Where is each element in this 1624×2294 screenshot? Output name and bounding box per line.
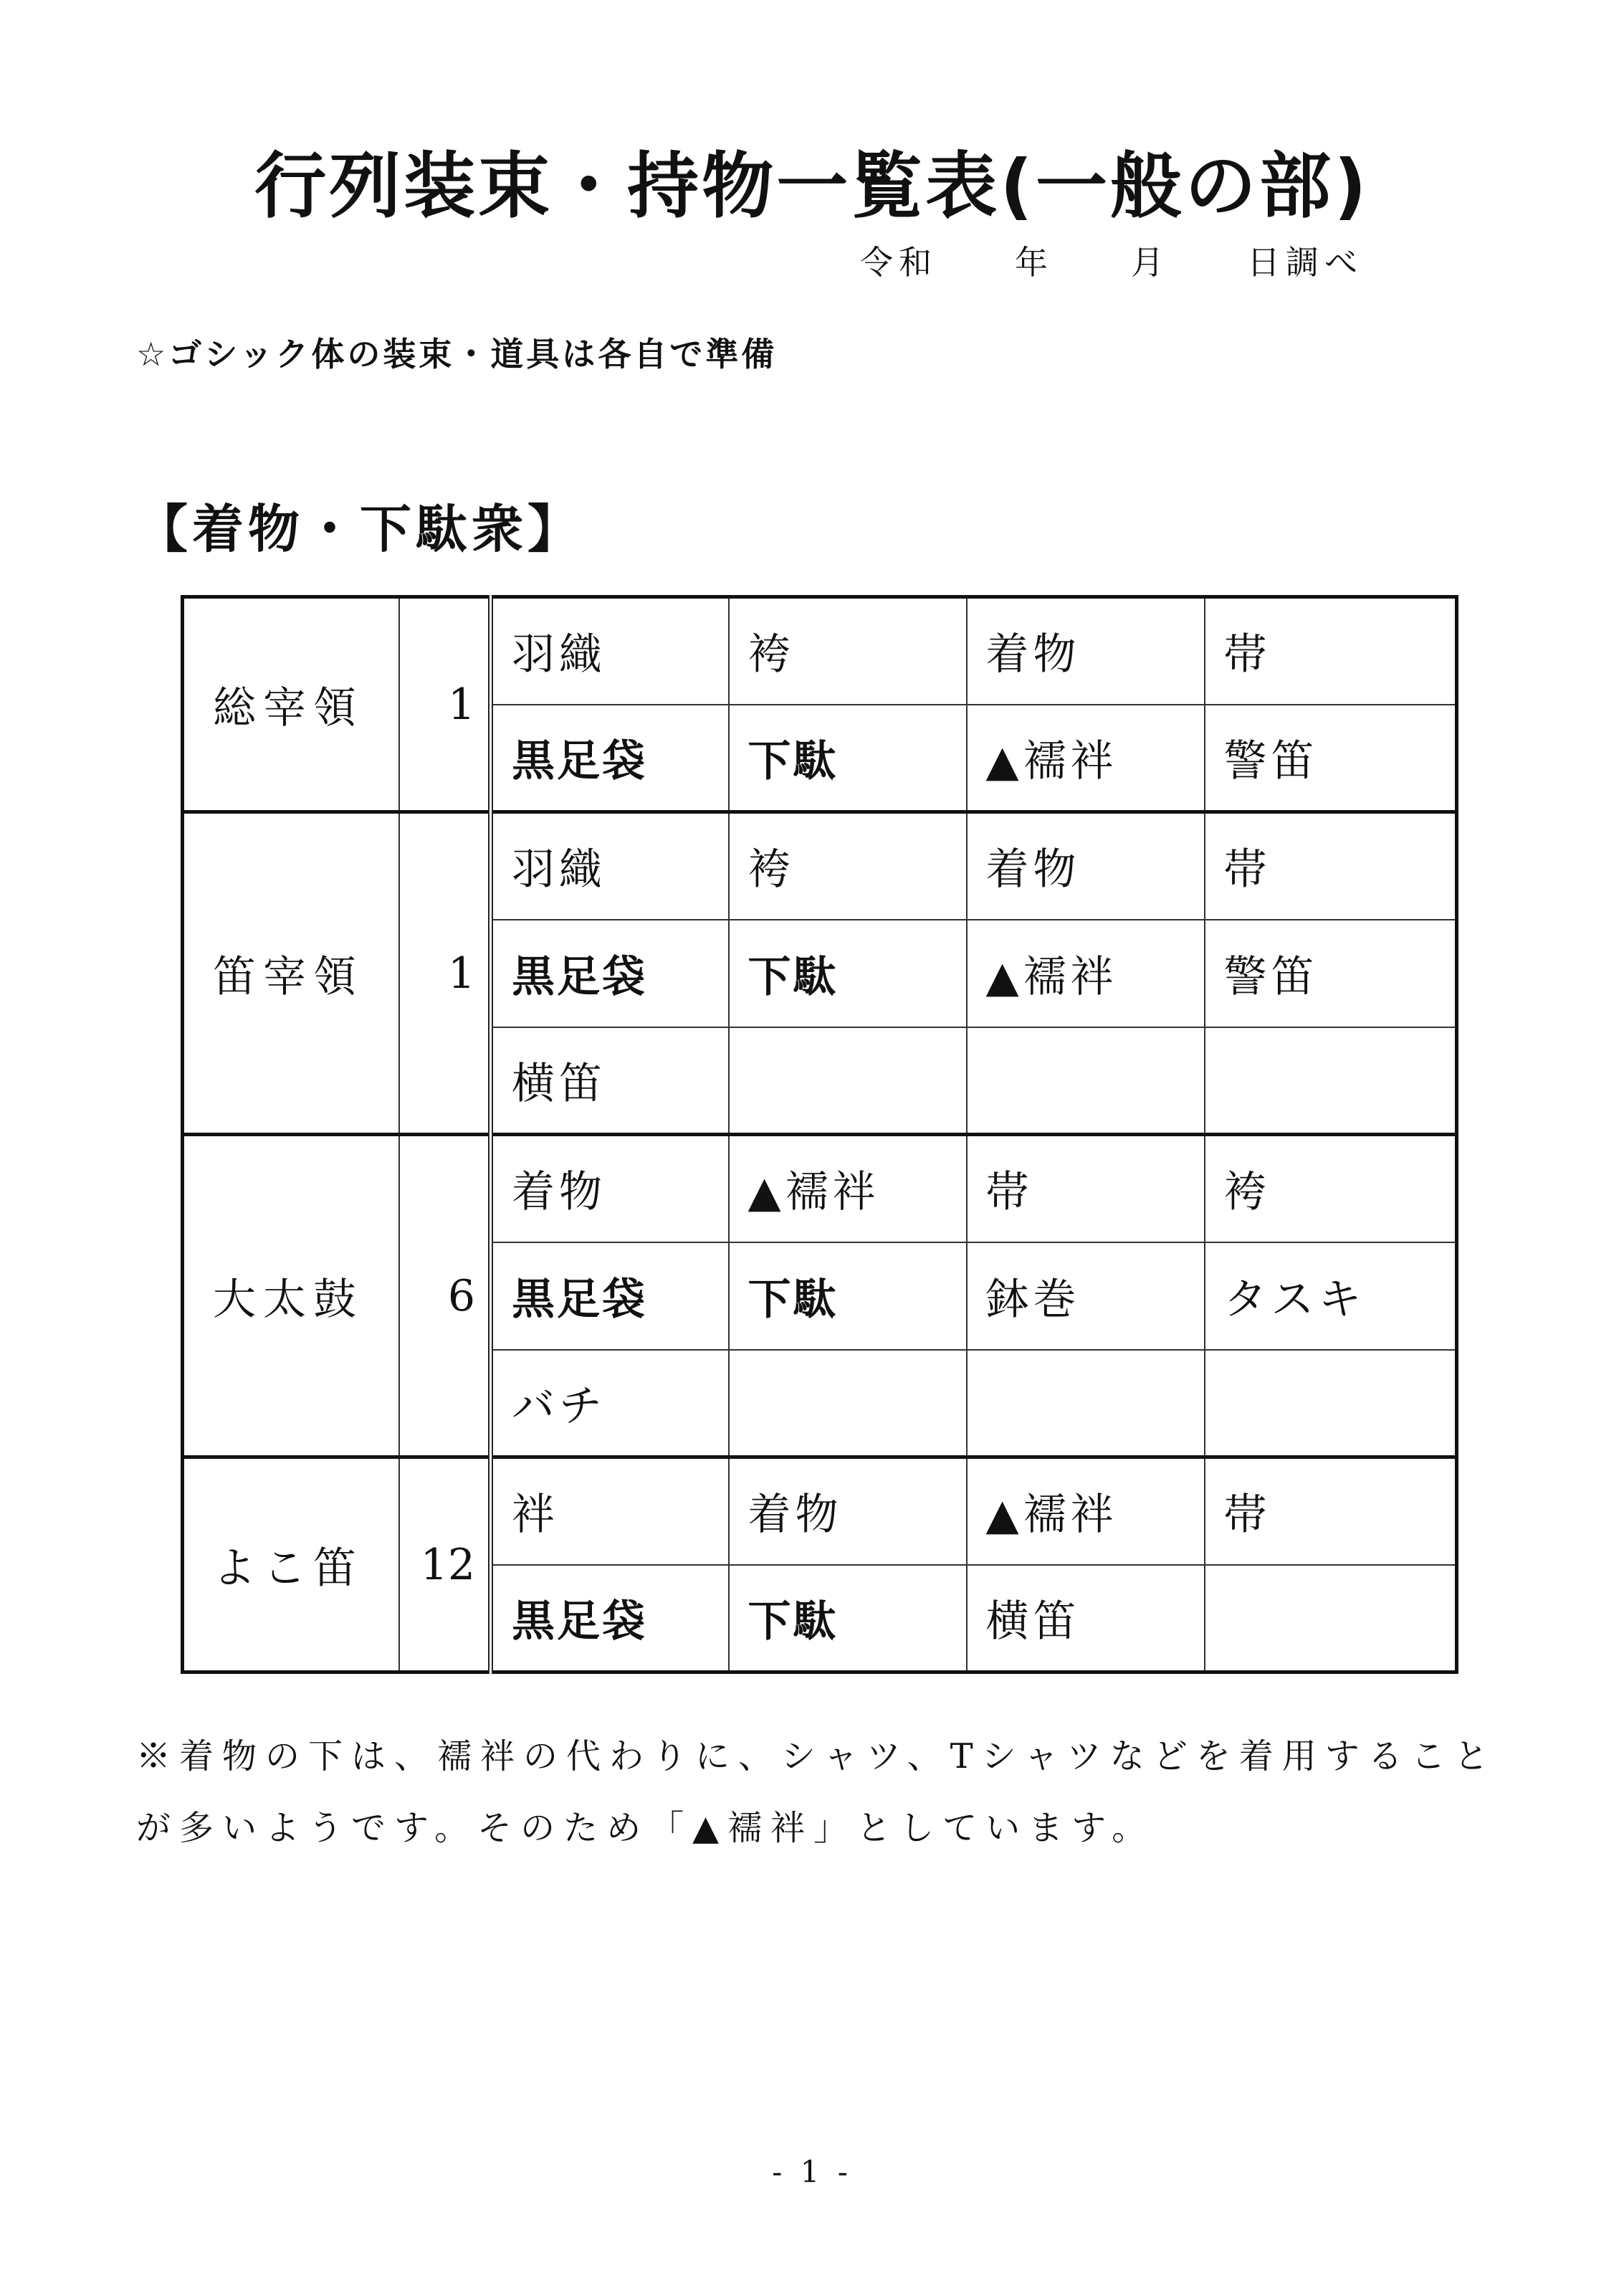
item-cell: 黒足袋 bbox=[491, 1565, 729, 1672]
table-row bbox=[183, 1457, 1457, 1565]
item-cell: 着物 bbox=[491, 1135, 729, 1242]
item-cell: ▲襦袢 bbox=[729, 1135, 967, 1242]
item-cell: 帯 bbox=[1205, 812, 1457, 920]
role-cell: 大太鼓 bbox=[183, 1135, 399, 1457]
role-cell: よこ笛 bbox=[183, 1457, 399, 1672]
item-cell: タスキ bbox=[1205, 1242, 1457, 1350]
item-cell: 帯 bbox=[1205, 1457, 1457, 1565]
item-cell: 下駄 bbox=[729, 1565, 967, 1672]
item-cell: 着物 bbox=[967, 597, 1205, 705]
table-row bbox=[183, 812, 1457, 920]
item-cell: 着物 bbox=[729, 1457, 967, 1565]
item-cell: ▲襦袢 bbox=[967, 1457, 1205, 1565]
item-cell: 帯 bbox=[967, 1135, 1205, 1242]
count-cell: 1 bbox=[399, 597, 491, 812]
item-cell bbox=[1205, 1350, 1457, 1457]
item-cell bbox=[967, 1350, 1205, 1457]
item-cell: ▲襦袢 bbox=[967, 920, 1205, 1027]
item-cell: 袴 bbox=[1205, 1135, 1457, 1242]
item-cell: 黒足袋 bbox=[491, 920, 729, 1027]
table-row bbox=[183, 597, 1457, 705]
item-cell: 横笛 bbox=[967, 1565, 1205, 1672]
page-title: 行列装束・持物一覧表(一般の部) bbox=[254, 144, 1370, 228]
table-row bbox=[183, 1135, 1457, 1242]
section-heading: 【着物・下駄衆】 bbox=[136, 499, 584, 559]
item-cell bbox=[1205, 1027, 1457, 1135]
item-cell: 下駄 bbox=[729, 920, 967, 1027]
item-cell: バチ bbox=[491, 1350, 729, 1457]
item-cell: 帯 bbox=[1205, 597, 1457, 705]
item-cell: 黒足袋 bbox=[491, 1242, 729, 1350]
item-cell: 袴 bbox=[729, 812, 967, 920]
item-cell: 着物 bbox=[967, 812, 1205, 920]
count-cell: 12 bbox=[399, 1457, 491, 1672]
survey-date-line: 令和 年 月 日調べ bbox=[860, 243, 1363, 282]
gothic-items-note: ☆ゴシック体の装束・道具は各自で準備 bbox=[136, 335, 778, 373]
item-cell bbox=[967, 1027, 1205, 1135]
count-cell: 1 bbox=[399, 812, 491, 1135]
item-cell: 羽織 bbox=[491, 812, 729, 920]
item-cell: 下駄 bbox=[729, 705, 967, 812]
item-cell: 下駄 bbox=[729, 1242, 967, 1350]
role-cell: 笛宰領 bbox=[183, 812, 399, 1135]
item-cell bbox=[1205, 1565, 1457, 1672]
costume-items-table bbox=[181, 595, 1458, 1674]
count-cell: 6 bbox=[399, 1135, 491, 1457]
page-number: - 1 - bbox=[772, 2154, 852, 2189]
item-cell: 警笛 bbox=[1205, 705, 1457, 812]
item-cell: 袴 bbox=[729, 597, 967, 705]
role-cell: 総宰領 bbox=[183, 597, 399, 812]
item-cell: 袢 bbox=[491, 1457, 729, 1565]
footnote: ※着物の下は、襦袢の代わりに、シャツ、Tシャツなどを着用することが多いようです。そのため「▲襦袢」としています。 bbox=[136, 1736, 1497, 1848]
item-cell: 警笛 bbox=[1205, 920, 1457, 1027]
item-cell bbox=[729, 1027, 967, 1135]
item-cell: 羽織 bbox=[491, 597, 729, 705]
item-cell bbox=[729, 1350, 967, 1457]
item-cell: ▲襦袢 bbox=[967, 705, 1205, 812]
item-cell: 鉢巻 bbox=[967, 1242, 1205, 1350]
item-cell: 横笛 bbox=[491, 1027, 729, 1135]
item-cell: 黒足袋 bbox=[491, 705, 729, 812]
